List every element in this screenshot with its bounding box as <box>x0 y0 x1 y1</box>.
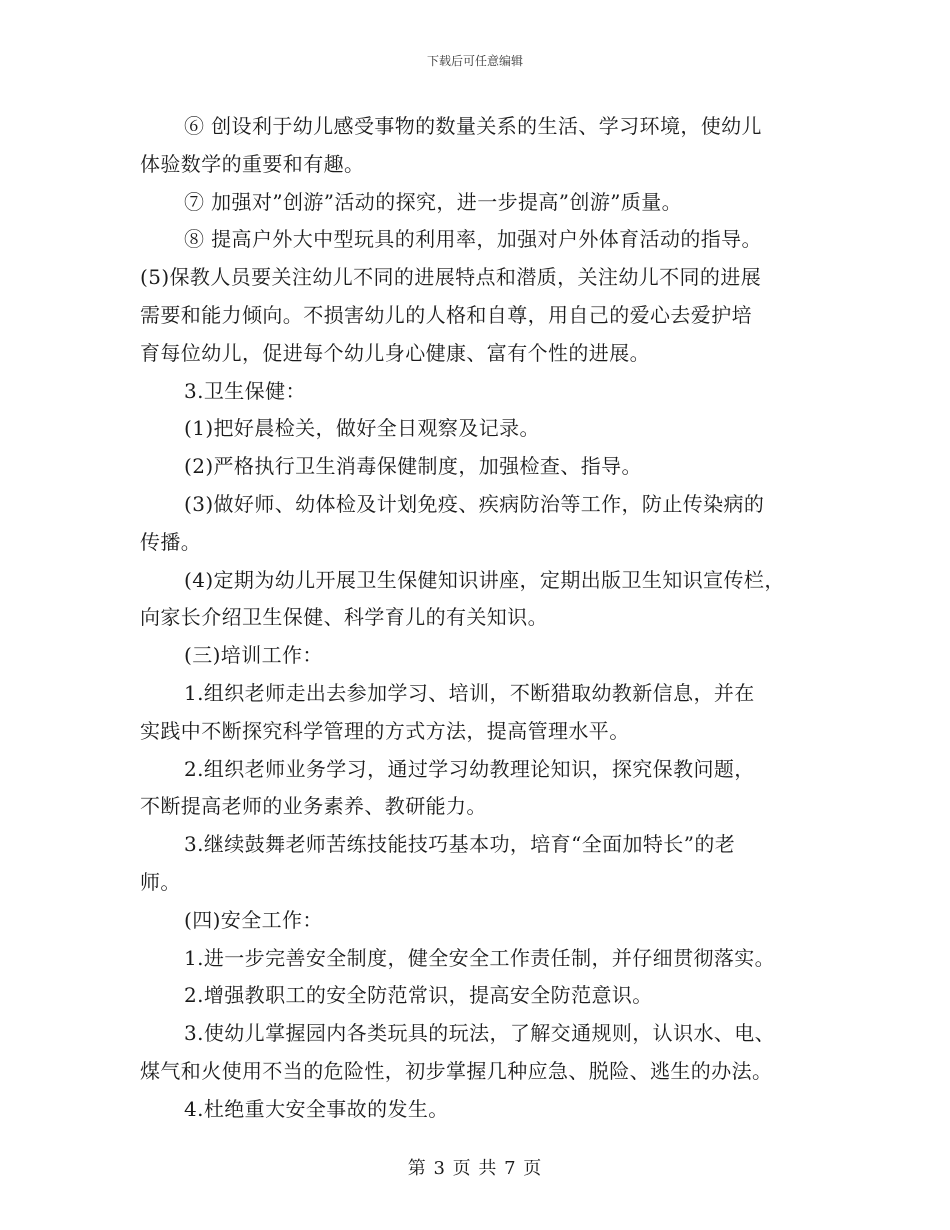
text-line: ⑧ 提高户外大中型玩具的利用率，加强对户外体育活动的指导。 <box>184 227 762 252</box>
text-line: ⑦ 加强对”创游”活动的探究，进一步提高”创游”质量。 <box>184 189 683 214</box>
text-line: 3.使幼儿掌握园内各类玩具的玩法，了解交通规则，认识水、电、 <box>184 1021 776 1046</box>
text-line: 2.增强教职工的安全防范常识，提高安全防范意识。 <box>184 983 653 1008</box>
text-line: 向家长介绍卫生保健、科学育儿的有关知识。 <box>140 605 548 630</box>
text-line: 需要和能力倾向。不损害幼儿的人格和自尊，用自己的爱心去爱护培 <box>140 302 752 327</box>
text-line: 体验数学的重要和有趣。 <box>140 151 365 176</box>
document-body <box>140 108 820 1129</box>
section-heading: (三)培训工作： <box>184 643 323 668</box>
text-line: (1)把好晨检关，做好全日观察及记录。 <box>184 416 540 441</box>
text-line: 煤气和火使用不当的危险性，初步掌握几种应急、脱险、逃生的办法。 <box>140 1058 773 1083</box>
text-line: 3.继续鼓舞老师苦练技能技巧基本功，培育“全面加特长”的老 <box>184 832 736 857</box>
text-line: 4.杜绝重大安全事故的发生。 <box>184 1096 449 1121</box>
section-heading: (四)安全工作： <box>184 907 323 932</box>
text-line: (5)保教人员要关注幼儿不同的进展特点和潜质，关注幼儿不同的进展 <box>140 265 762 290</box>
section-heading: 3.卫生保健： <box>184 378 306 403</box>
text-line: 2.组织老师业务学习，通过学习幼教理论知识，探究保教问题， <box>184 756 755 781</box>
text-line: (4)定期为幼儿开展卫生保健知识讲座，定期出版卫生知识宣传栏， <box>184 567 785 592</box>
text-line: 不断提高老师的业务素养、教研能力。 <box>140 794 487 819</box>
text-line: 育每位幼儿，促进每个幼儿身心健康、富有个性的进展。 <box>140 340 650 365</box>
text-line: 1.组织老师走出去参加学习、培训，不断猎取幼教新信息，并在 <box>184 680 755 705</box>
page-number: 第 3 页 共 7 页 <box>407 1158 543 1179</box>
page-header: 下载后可任意编辑 <box>426 54 523 68</box>
text-line: (2)严格执行卫生消毒保健制度，加强检查、指导。 <box>184 454 642 479</box>
text-line: 1.进一步完善安全制度，健全安全工作责任制，并仔细贯彻落实。 <box>184 945 776 970</box>
text-line: 师。 <box>140 869 181 894</box>
text-line: 实践中不断探究科学管理的方式方法，提高管理水平。 <box>140 718 630 743</box>
text-line: ⑥ 创设利于幼儿感受事物的数量关系的生活、学习环境，使幼儿 <box>184 114 762 138</box>
text-line: (3)做好师、幼体检及计划免疫、疾病防治等工作，防止传染病的 <box>184 491 765 516</box>
text-line: 传播。 <box>140 529 202 554</box>
